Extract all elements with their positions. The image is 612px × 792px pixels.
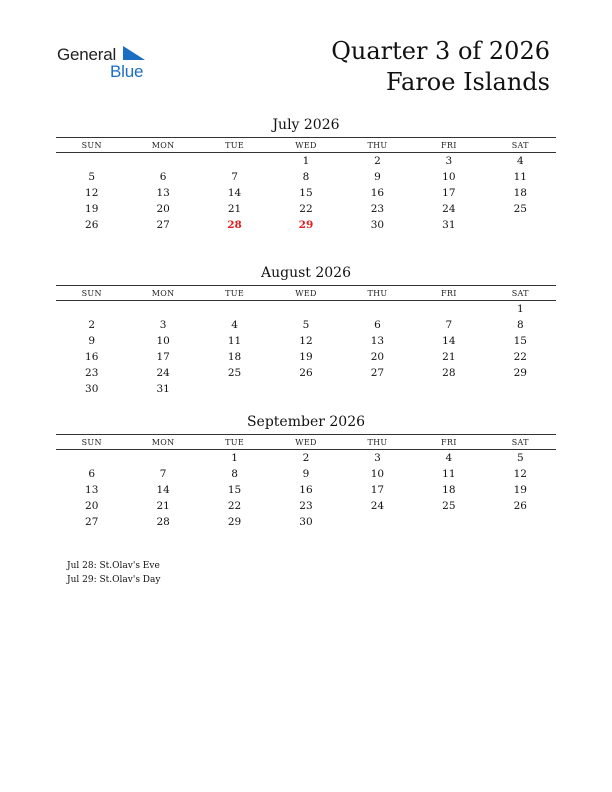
weekday-label: MON [151,140,175,150]
day-cell: 21 [156,500,170,512]
day-cell: 25 [442,500,456,512]
day-cell: 26 [299,367,313,379]
day-cell: 4 [231,319,238,331]
day-cell: 8 [516,319,524,331]
title-quarter: Quarter 3 of 2026 [331,37,550,65]
logo [57,42,167,84]
weekday-label: MON [151,437,175,447]
day-cell: 5 [88,171,96,183]
day-cell: 8 [231,468,238,480]
day-cell: 14 [442,335,456,347]
logo-text-general: General [57,45,117,64]
weekday-label: FRI [441,437,457,447]
day-cell: 19 [299,351,313,363]
day-cell: 19 [513,484,527,496]
day-cell: 18 [442,484,456,496]
empty-cell [127,301,198,317]
month-title: August 2026 [261,265,351,281]
day-cell: 21 [227,203,242,215]
day-cell: 3 [445,155,453,167]
day-cell: 13 [370,335,385,347]
day-cell: 30 [85,383,99,395]
empty-cell [56,301,127,317]
empty-cell [127,450,198,466]
day-cell: 16 [85,351,99,363]
day-cell: 1 [302,155,310,167]
weekday-label: WED [295,288,317,298]
day-cell: 11 [227,335,242,347]
day-cell: 30 [299,516,313,528]
empty-cell [342,514,413,530]
day-cell: 19 [85,203,99,215]
day-cell: 25 [513,203,527,215]
day-cell: 29 [513,367,527,379]
day-cell: 29 [227,516,242,528]
day-cell: 18 [227,351,242,363]
weekday-label: SUN [81,437,102,447]
empty-cell [413,514,484,530]
day-cell: 1 [231,452,238,464]
day-cell: 16 [299,484,313,496]
day-cell: 15 [299,187,313,199]
day-cell: 6 [374,319,381,331]
day-cell: 28 [156,516,170,528]
empty-cell [199,301,270,317]
day-cell: 4 [445,452,453,464]
day-cell: 1 [516,303,524,315]
day-cell: 22 [227,500,242,512]
empty-cell [199,153,270,169]
logo-text-blue: Blue [110,62,144,81]
holiday-notes [67,559,160,587]
day-cell: 9 [88,335,96,347]
empty-cell [485,381,556,397]
holiday-day-cell: 29 [298,219,314,231]
day-cell: 5 [516,452,524,464]
weekday-label: FRI [441,140,457,150]
day-cell: 2 [302,452,310,464]
empty-cell [485,514,556,530]
day-cell: 26 [85,219,99,231]
day-cell: 7 [231,171,238,183]
day-grid [56,153,556,233]
day-cell: 4 [516,155,524,167]
month-title: September 2026 [246,414,366,430]
day-cell: 5 [302,319,310,331]
weekday-label: WED [295,437,317,447]
day-cell: 30 [370,219,385,231]
day-cell: 20 [156,203,170,215]
day-cell: 23 [299,500,313,512]
empty-cell [56,450,127,466]
month-title: July 2026 [272,117,340,133]
day-cell: 3 [374,452,381,464]
empty-cell [127,153,198,169]
day-cell: 2 [88,319,96,331]
empty-cell [342,301,413,317]
day-cell: 13 [85,484,99,496]
day-cell: 12 [299,335,313,347]
day-grid [56,450,556,530]
month-july [56,116,556,233]
weekday-label: SUN [81,288,102,298]
weekday-label: THU [367,437,388,447]
day-cell: 23 [85,367,99,379]
day-grid [56,301,556,397]
month-august [56,264,556,397]
day-cell: 28 [442,367,456,379]
weekday-label: WED [295,140,317,150]
day-cell: 17 [370,484,385,496]
day-cell: 10 [370,468,385,480]
weekday-label: TUE [225,437,244,447]
day-cell: 27 [156,219,170,231]
empty-cell [56,153,127,169]
empty-cell [199,381,270,397]
empty-cell [413,301,484,317]
day-cell: 20 [85,500,99,512]
day-cell: 17 [442,187,456,199]
day-cell: 10 [442,171,456,183]
day-cell: 14 [156,484,170,496]
day-cell: 6 [88,468,96,480]
day-cell: 11 [442,468,456,480]
day-cell: 24 [442,203,456,215]
weekday-label: TUE [225,140,244,150]
day-cell: 2 [374,155,381,167]
weekday-header [56,285,556,301]
holiday-note: Jul 28: St.Olav's Eve [67,561,160,571]
title-country: Faroe Islands [385,68,550,96]
day-cell: 14 [227,187,242,199]
month-september [56,413,556,530]
weekday-label: FRI [441,288,457,298]
empty-cell [413,381,484,397]
empty-cell [270,301,341,317]
page-title [331,36,550,98]
logo-triangle-icon [123,46,147,60]
weekday-label: THU [367,288,388,298]
day-cell: 11 [513,171,527,183]
empty-cell [485,217,556,233]
day-cell: 26 [513,500,527,512]
day-cell: 9 [374,171,381,183]
day-cell: 6 [159,171,167,183]
weekday-label: SAT [511,140,529,150]
day-cell: 20 [370,351,385,363]
day-cell: 24 [156,367,170,379]
day-cell: 9 [302,468,310,480]
day-cell: 21 [442,351,456,363]
day-cell: 22 [299,203,313,215]
holiday-note: Jul 29: St.Olav's Day [67,575,161,585]
day-cell: 23 [370,203,385,215]
day-cell: 15 [513,335,527,347]
day-cell: 22 [513,351,527,363]
day-cell: 10 [156,335,170,347]
day-cell: 31 [156,383,170,395]
weekday-label: THU [367,140,388,150]
day-cell: 17 [156,351,170,363]
empty-cell [270,381,341,397]
day-cell: 16 [370,187,385,199]
day-cell: 8 [302,171,310,183]
empty-cell [342,381,413,397]
weekday-label: SUN [81,140,102,150]
day-cell: 13 [156,187,170,199]
weekday-label: SAT [511,437,529,447]
day-cell: 24 [370,500,385,512]
weekday-header [56,434,556,450]
day-cell: 18 [513,187,527,199]
day-cell: 27 [370,367,385,379]
day-cell: 31 [442,219,456,231]
day-cell: 3 [159,319,167,331]
weekday-header [56,137,556,153]
day-cell: 15 [227,484,242,496]
weekday-label: MON [151,288,175,298]
day-cell: 25 [227,367,242,379]
weekday-label: TUE [225,288,244,298]
day-cell: 7 [445,319,453,331]
day-cell: 12 [85,187,99,199]
holiday-day-cell: 28 [227,219,242,231]
weekday-label: SAT [511,288,529,298]
day-cell: 27 [85,516,99,528]
day-cell: 7 [159,468,167,480]
day-cell: 12 [513,468,527,480]
